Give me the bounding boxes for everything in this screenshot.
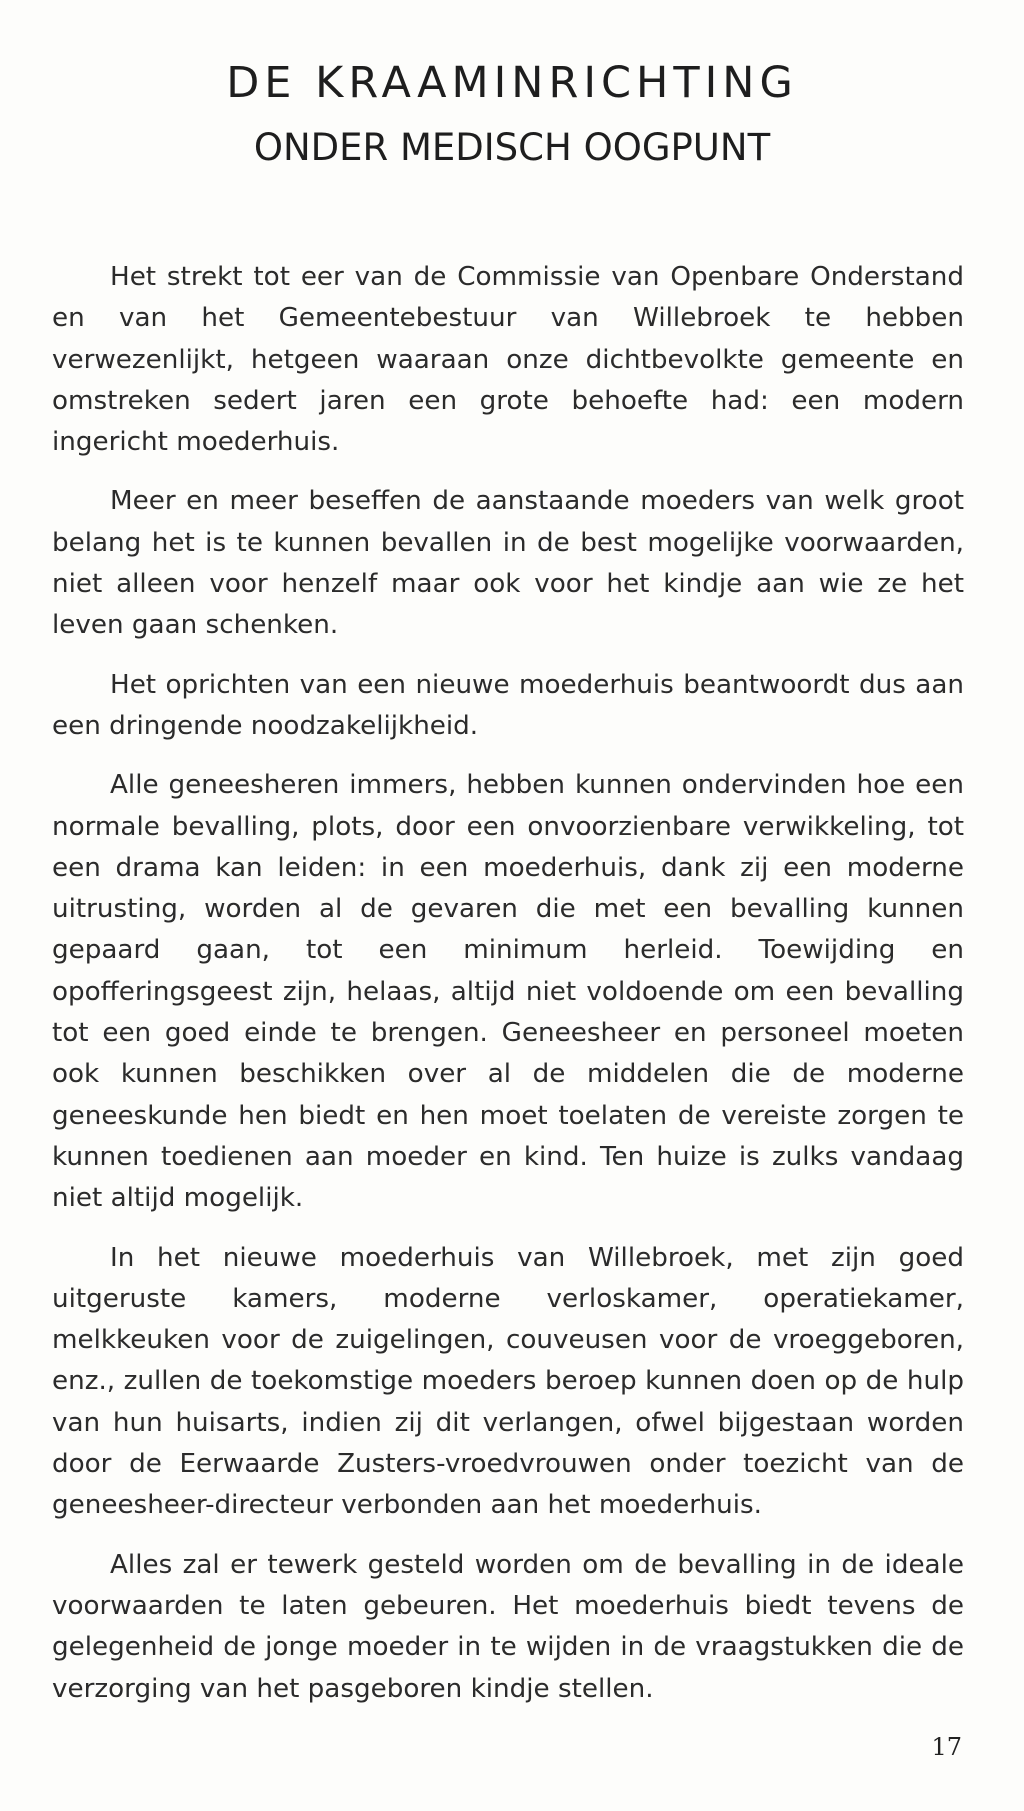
paragraph: Alle geneesheren immers, hebben kunnen ondervinden hoe een normale bevalling, plots, door een onvoorzienbare verwikkeling, tot een drama kan leiden: in een moederhuis, dank zij een moderne uitrusting, worden al de gevaren die met een bevalling kunnen gepaard gaan, tot een minimum herleid. Toewijding en opofferingsgeest zijn, helaas, altijd niet voldoende om een bevalling tot een goed einde te brengen. Geneesheer en personeel moeten ook kunnen beschikken over al de middelen die de moderne geneeskunde hen biedt en hen moet toelaten de vereiste zorgen te kunnen toedienen aan moeder en kind. Ten huize is zulks vandaag niet altijd mogelijk.	[52, 770, 964, 1214]
paragraph: In het nieuwe moederhuis van Willebroek, met zijn goed uitgeruste kamers, moderne verloskamer, operatiekamer, melkkeuken voor de zuigelingen, couveusen voor de vroeggeboren, enz., zullen de toekomstige moeders beroep kunnen doen op de hulp van hun huisarts, indien zij dit verlangen, ofwel bijgestaan worden door de Eerwaarde Zusters-vroedvrouwen onder toezicht van de geneesheer-directeur verbonden aan het moederhuis.	[52, 1242, 964, 1521]
paragraph: Alles zal er tewerk gesteld worden om de bevalling in de ideale voorwaarden te laten gebeuren. Het moederhuis biedt tevens de gelegenheid de jonge moeder in te wijden in de vraagstukken die de verzorging van het pasgeboren kindje stellen.	[52, 1549, 964, 1704]
page-title: DE KRAAMINRICHTING	[226, 58, 798, 108]
page-subtitle: ONDER MEDISCH OOGPUNT	[253, 126, 771, 169]
article-body	[52, 257, 964, 1728]
paragraph: Het oprichten van een nieuwe moederhuis beantwoordt dus aan een dringende noodzakelijkheid.	[52, 669, 964, 741]
paragraph: Het strekt tot eer van de Commissie van Openbare Onderstand en van het Gemeentebestuur van Willebroek te hebben verwezenlijkt, hetgeen waaraan onze dichtbevolkte gemeente en omstreken sedert jaren een grote behoefte had: een modern ingericht moederhuis.	[52, 262, 964, 458]
page-number: 17	[931, 1733, 962, 1761]
paragraph: Meer en meer beseffen de aanstaande moeders van welk groot belang het is te kunnen bevallen in de best mogelijke voorwaarden, niet alleen voor henzelf maar ook voor het kindje aan wie ze het leven gaan schenken.	[52, 486, 964, 641]
